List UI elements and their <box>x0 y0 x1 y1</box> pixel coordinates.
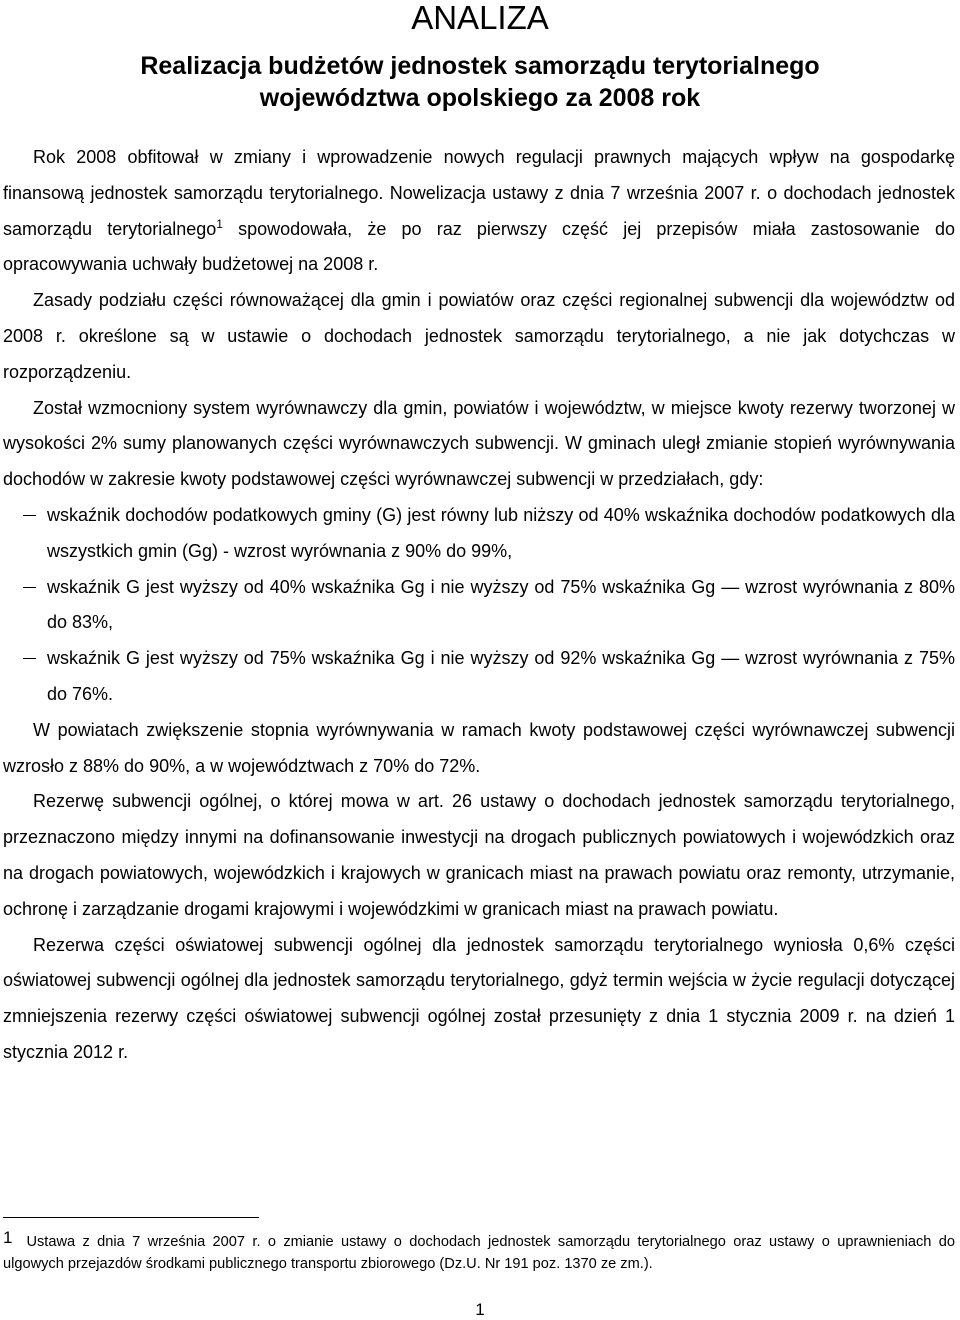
paragraph-5: Rezerwę subwencji ogólnej, o której mowa w art. 26 ustawy o dochodach jednostek samorządu terytorialnego, przeznaczono między innymi na dofinansowanie inwestycji na drogach publicznych powiatowych i wojewódzkich oraz na drogach powiatowych, wojewódzkich i krajowych w granicach miast na prawach powiatu oraz remonty, utrzymanie, ochronę i zarządzanie drogami krajowymi i wojewódzkimi w granicach miast na prawach powiatu. <box>3 791 955 919</box>
dash-bullet-icon <box>23 587 36 588</box>
dash-bullet-icon <box>23 658 36 659</box>
footnote-reference: 1 <box>216 216 223 231</box>
paragraph-1-text: Rok 2008 obfitował w zmiany i wprowadzenie nowych regulacji prawnych mających wpływ na gospodarkę finansową jednostek samorządu terytorialnego. Nowelizacja ustawy z dnia 7 września 2007 r. o dochodach jednostek samorządu terytorialnego <box>3 147 955 239</box>
list-item <box>3 570 955 642</box>
footnote-divider <box>3 1217 259 1218</box>
footnote-mark: 1 <box>3 1228 13 1247</box>
paragraph-4: W powiatach zwiększenie stopnia wyrównywania w ramach kwoty podstawowej części wyrównawczej subwencji wzrosło z 88% do 90%, a w województwach z 70% do 72%. <box>3 719 955 776</box>
paragraph-2: Zasady podziału części równoważącej dla gmin i powiatów oraz części regionalnej subwencji dla województw od 2008 r. określone są w ustawie o dochodach jednostek samorządu terytorialnego, a nie jak dotychczas w rozporządzeniu. <box>3 290 955 382</box>
criteria-list <box>3 498 955 713</box>
dash-bullet-icon <box>23 515 36 516</box>
paragraph-1 <box>3 140 955 283</box>
document-body <box>3 140 955 1071</box>
list-item <box>3 498 955 570</box>
footnote <box>3 1227 955 1275</box>
list-item-text: wskaźnik dochodów podatkowych gminy (G) jest równy lub niższy od 40% wskaźnika dochodów podatkowych dla wszystkich gmin (Gg) - wzrost wyrównania z 90% do 99%, <box>47 504 955 561</box>
paragraph-6: Rezerwa części oświatowej subwencji ogólnej dla jednostek samorządu terytorialnego wyniosła 0,6% części oświatowej subwencji ogólnej dla jednostek samorządu terytorialnego, gdyż termin wejścia w życie regulacji dotyczącej zmniejszenia rezerwy części oświatowej subwencji ogólnej został przesunięty z dnia 1 stycznia 2009 r. na dzień 1 stycznia 2012 r. <box>3 934 955 1062</box>
list-item-text: wskaźnik G jest wyższy od 40% wskaźnika Gg i nie wyższy od 75% wskaźnika Gg ― wzrost wyrównania z 80% do 83%, <box>47 576 955 633</box>
paragraph-3: Został wzmocniony system wyrównawczy dla gmin, powiatów i województw, w miejsce kwoty rezerwy tworzonej w wysokości 2% sumy planowanych części wyrównawczych subwencji. W gminach uległ zmianie stopień wyrównywania dochodów w zakresie kwoty podstawowej części wyrównawczej subwencji w przedziałach, gdy: <box>3 397 955 490</box>
paragraph-1-text-cont: spowodowała, że po raz pierwszy część jej przepisów miała zastosowanie do opracowywania uchwały budżetowej na 2008 r. <box>3 218 955 275</box>
list-item-text: wskaźnik G jest wyższy od 75% wskaźnika Gg i nie wyższy od 92% wskaźnika Gg ― wzrost wyrównania z 75% do 76%. <box>47 648 955 704</box>
footnote-text: Ustawa z dnia 7 września 2007 r. o zmianie ustawy o dochodach jednostek samorządu terytorialnego oraz ustawy o uprawnieniach do ulgowych przejazdów środkami publicznego transportu zbiorowego (Dz.U. Nr 191 poz. 1370 ze zm.). <box>3 1234 955 1272</box>
list-item <box>3 641 955 713</box>
page-title: ANALIZA <box>411 0 549 36</box>
page-subtitle: Realizacja budżetów jednostek samorządu terytorialnego województwa opolskiego za 2008 rok <box>140 52 820 112</box>
page-number: 1 <box>475 1300 485 1319</box>
